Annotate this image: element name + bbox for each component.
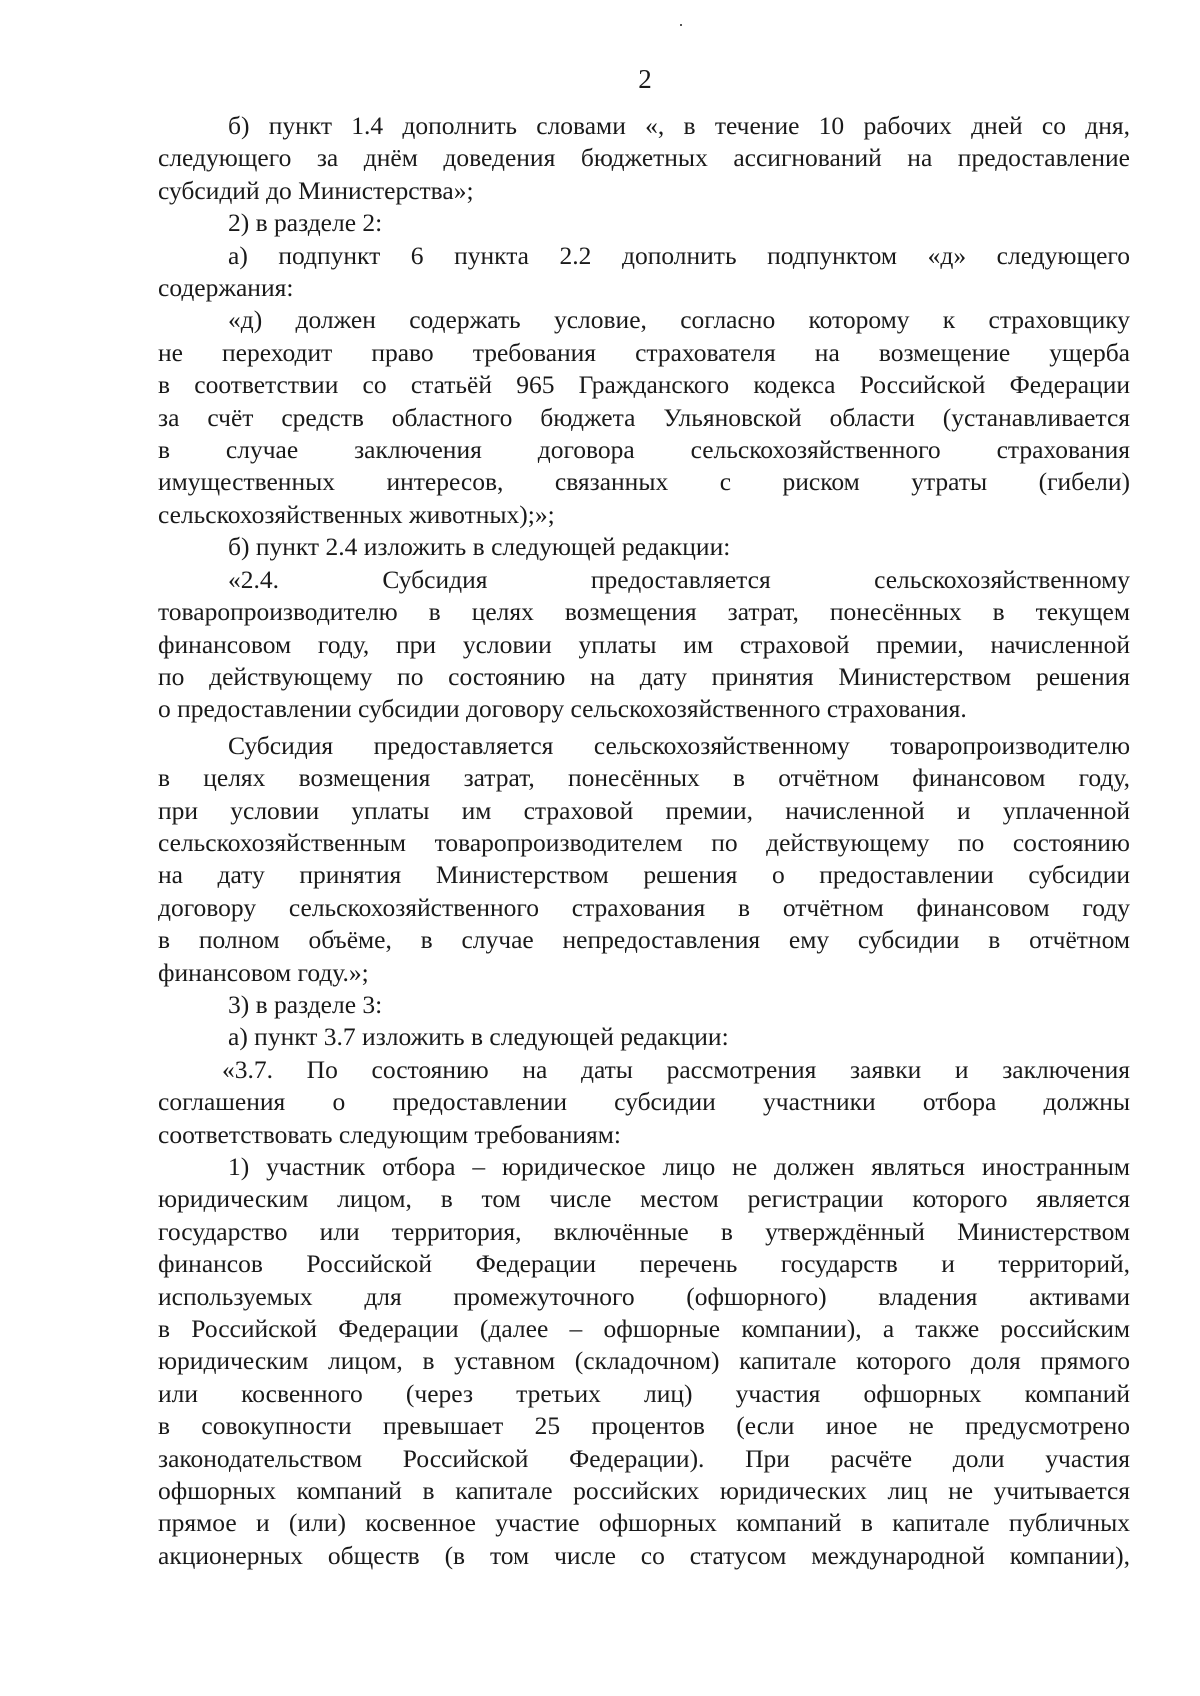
text-line: финансовом году.»; <box>158 957 369 987</box>
text-line: за счёт средств областного бюджета Ульяновской области (устанавливается <box>158 402 1130 432</box>
text-line: 3) в разделе 3: <box>228 989 383 1019</box>
text-line: не переходит право требования страхователя на возмещение ущерба <box>158 337 1130 367</box>
text-line: в целях возмещения затрат, понесённых в отчётном финансовом году, <box>158 763 1130 793</box>
text-line: соответствовать следующим требованиям: <box>158 1119 621 1149</box>
paragraph-subitem-d <box>158 304 1130 531</box>
paragraph-amend-1-4 <box>158 110 1130 207</box>
text-line: в соответствии со статьёй 965 Гражданского кодекса Российской Федерации <box>158 370 1130 400</box>
text-line: «3.7. По состоянию на даты рассмотрения заявки и заключения <box>222 1054 1130 1084</box>
document-body <box>158 110 1130 1572</box>
text-line: 1) участник отбора – юридическое лицо не должен являться иностранным <box>228 1152 1130 1181</box>
scan-speck <box>680 24 682 26</box>
text-line: сельскохозяйственным товаропроизводителем по действующему по состоянию <box>158 827 1130 857</box>
text-line: или косвенного (через третьих лиц) участия офшорных компаний <box>158 1378 1130 1408</box>
text-line: «2.4. Субсидия предоставляется сельскохозяйственному <box>228 564 1130 594</box>
text-line: финансовом году, при условии уплаты им страховой премии, начисленной <box>158 629 1130 659</box>
page-number: 2 <box>638 64 652 94</box>
text-line: «д) должен содержать условие, согласно которому к страховщику <box>228 305 1130 335</box>
text-line: товаропроизводителю в целях возмещения затрат, понесённых в текущем <box>158 597 1130 627</box>
paragraph-amend-2-2 <box>158 240 1130 305</box>
text-line: о предоставлении субсидии договору сельскохозяйственного страхования. <box>158 694 967 724</box>
text-line: в полном объёме, в случае непредоставления ему субсидии в отчётном <box>158 925 1130 955</box>
text-line: государство или территория, включённые в утверждённый Министерством <box>158 1216 1130 1246</box>
text-line: в случае заключения договора сельскохозяйственного страхования <box>158 435 1130 465</box>
text-line: при условии уплаты им страховой премии, начисленной и уплаченной <box>158 795 1130 825</box>
text-line: соглашения о предоставлении субсидии участники отбора должны <box>158 1087 1130 1117</box>
paragraph-item-3-7 <box>158 1054 1130 1151</box>
text-line: а) пункт 3.7 изложить в следующей редакции: <box>228 1022 729 1052</box>
text-line: сельскохозяйственных животных);»; <box>158 499 555 529</box>
paragraph-subsidy-reporting-year <box>158 730 1130 989</box>
paragraph-section-2 <box>158 207 1130 239</box>
text-line: Субсидия предоставляется сельскохозяйственному товаропроизводителю <box>228 730 1130 760</box>
text-line: финансов Российской Федерации перечень государств и территорий, <box>158 1249 1130 1279</box>
text-line: в Российской Федерации (далее – офшорные компании), а также российским <box>158 1314 1130 1344</box>
text-line: по действующему по состоянию на дату принятия Министерством решения <box>158 661 1130 691</box>
text-line: юридическим лицом, в том числе местом регистрации которого является <box>158 1184 1130 1214</box>
text-line: прямое и (или) косвенное участие офшорных компаний в капитале публичных <box>158 1508 1130 1538</box>
paragraph-requirement-1 <box>158 1151 1130 1572</box>
text-line: договору сельскохозяйственного страхования в отчётном финансовом году <box>158 892 1130 922</box>
text-line: юридическим лицом, в уставном (складочном) капитале которого доля прямого <box>158 1346 1130 1376</box>
text-line: а) подпункт 6 пункта 2.2 дополнить подпунктом «д» следующего <box>228 240 1130 270</box>
text-line: используемых для промежуточного (офшорного) владения активами <box>158 1281 1130 1311</box>
paragraph-item-2-4 <box>158 564 1130 726</box>
text-line: акционерных обществ (в том числе со статусом международной компании), <box>158 1540 1130 1570</box>
paragraph-amend-2-4 <box>158 531 1130 563</box>
text-line: 2) в разделе 2: <box>228 208 383 238</box>
text-line: в совокупности превышает 25 процентов (если иное не предусмотрено <box>158 1411 1130 1441</box>
text-line: б) пункт 2.4 изложить в следующей редакции: <box>228 532 731 562</box>
text-line: на дату принятия Министерством решения о предоставлении субсидии <box>158 860 1130 890</box>
text-line: б) пункт 1.4 дополнить словами «, в течение 10 рабочих дней со дня, <box>228 111 1130 140</box>
text-line: законодательством Российской Федерации). При расчёте доли участия <box>158 1443 1130 1473</box>
text-line: следующего за днём доведения бюджетных ассигнований на предоставление <box>158 143 1130 173</box>
paragraph-amend-3-7 <box>158 1021 1130 1053</box>
text-line: офшорных компаний в капитале российских юридических лиц не учитывается <box>158 1476 1130 1506</box>
text-line: субсидий до Министерства»; <box>158 175 474 205</box>
paragraph-section-3 <box>158 989 1130 1021</box>
text-line: имущественных интересов, связанных с риском утраты (гибели) <box>158 467 1130 497</box>
text-line: содержания: <box>158 273 294 303</box>
